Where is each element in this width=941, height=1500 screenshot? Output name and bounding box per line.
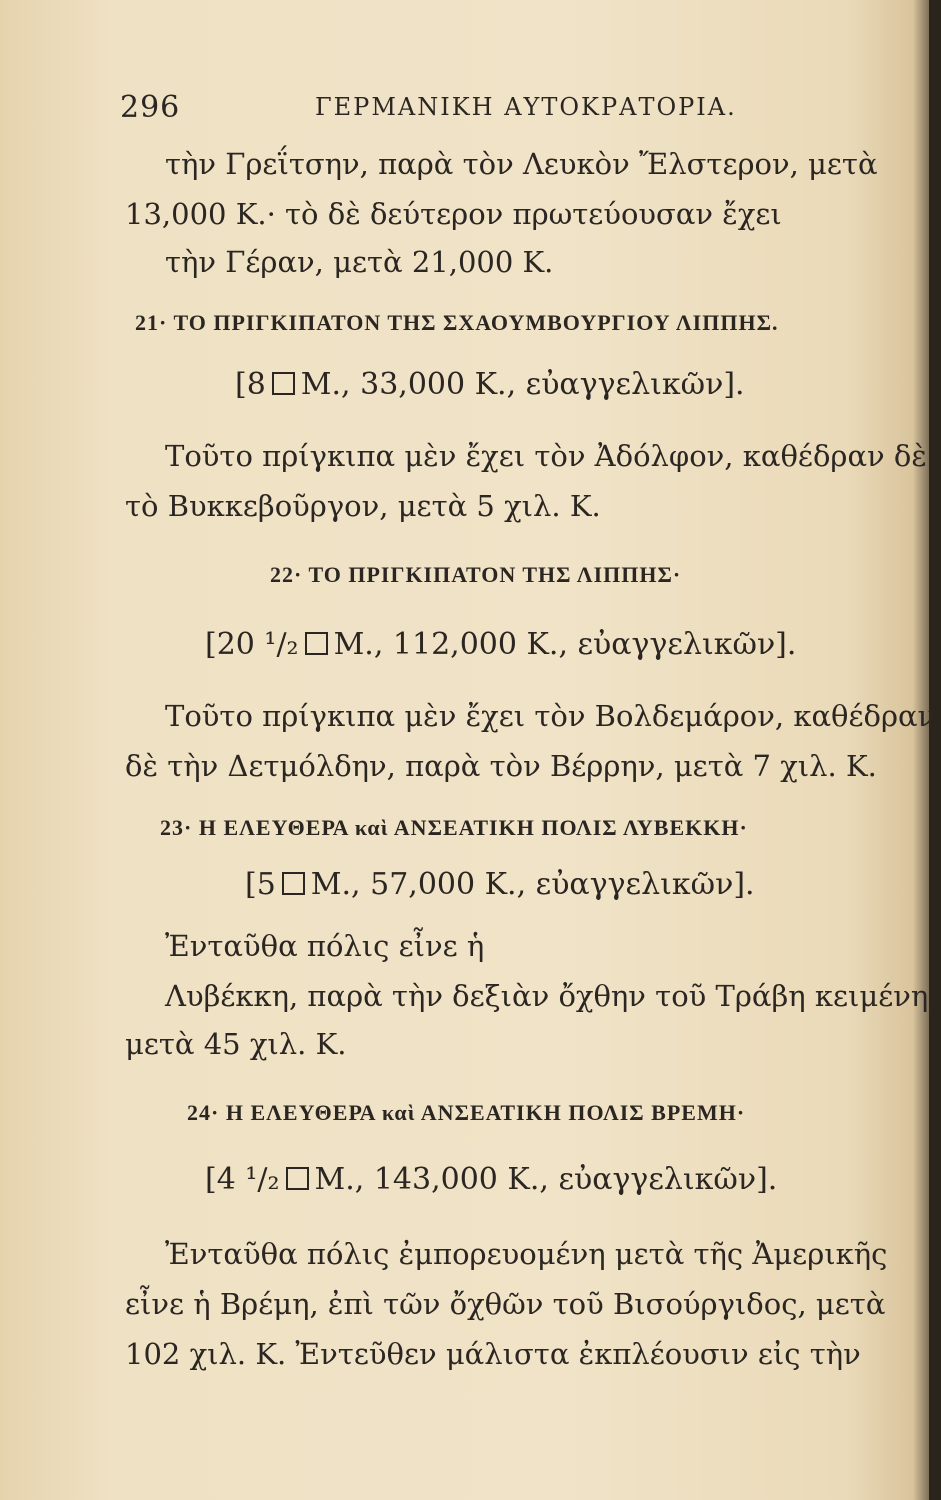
section-heading: 22· ΤΟ ΠΡΙΓΚΙΠΑΤΟΝ ΤΗΣ ΛΙΠΠΗΣ· [270,562,682,587]
text-line: εἶνε ἡ Βρέμη, ἐπὶ τῶν ὄχθῶν τοῦ Βισούργιδος, μετὰ [125,1287,886,1321]
text-line: τὴν Γρεΐτσην, παρὰ τὸν Λευκὸν Ἔλστερον, μετὰ [165,147,878,181]
section-meta [245,867,755,902]
text-line: Ἐνταῦθα πόλις ἐμπορευομένη μετὰ τῆς Ἀμερικῆς [165,1237,888,1271]
square-icon [282,872,305,895]
text-line: Λυβέκκη, παρὰ τὴν δεξιὰν ὄχθην τοῦ Τράβη κειμένη, [165,979,938,1013]
text-line: Τοῦτο πρίγκιπα μὲν ἔχει τὸν Ἀδόλφον, καθέδραν δὲ [165,439,927,473]
text-line: Τοῦτο πρίγκιπα μὲν ἔχει τὸν Βολδεμάρον, καθέδραν [165,699,936,733]
running-head: ΓΕΡΜΑΝΙΚΗ ΑΥΤΟΚΡΑΤΟΡΙΑ. [315,93,737,121]
page-number: 296 [120,90,181,125]
meta-stats: Μ., 143,000 Κ., εὐαγγελικῶν]. [314,1162,778,1197]
section-meta [205,1162,778,1197]
meta-stats: Μ., 57,000 Κ., εὐαγγελικῶν]. [310,867,755,902]
text-line: 102 χιλ. Κ. Ἐντεῦθεν μάλιστα ἐκπλέουσιν εἰς τὴν [125,1337,861,1371]
text-line: τὴν Γέραν, μετὰ 21,000 Κ. [165,245,554,279]
text-line: τὸ Βυκκεβοῦργον, μετὰ 5 χιλ. Κ. [125,489,601,523]
meta-stats: Μ., 112,000 Κ., εὐαγγελικῶν]. [333,627,797,662]
section-meta [205,627,797,662]
meta-area: [5 [245,867,276,902]
page-edge-shadow [929,0,941,1500]
meta-area: [8 [235,367,266,402]
section-meta [235,367,745,402]
section-heading: 24· Η ΕΛΕΥΘΕΡΑ καὶ ΑΝΣΕΑΤΙΚΗ ΠΟΛΙΣ ΒΡΕΜΗ· [187,1100,746,1125]
text-line: δὲ τὴν Δετμόλδην, παρὰ τὸν Βέρρην, μετὰ 7 χιλ. Κ. [125,749,877,783]
text-line: Ἐνταῦθα πόλις εἶνε ἡ [165,929,485,963]
text-line: μετὰ 45 χιλ. Κ. [125,1027,347,1061]
square-icon [272,372,295,395]
section-heading: 21· ΤΟ ΠΡΙΓΚΙΠΑΤΟΝ ΤΗΣ ΣΧΑΟΥΜΒΟΥΡΓΙΟΥ ΛΙΠΠΗΣ. [135,310,779,335]
meta-stats: Μ., 33,000 Κ., εὐαγγελικῶν]. [300,367,745,402]
square-icon [286,1167,309,1190]
square-icon [305,632,328,655]
section-heading: 23· Η ΕΛΕΥΘΕΡΑ καὶ ΑΝΣΕΑΤΙΚΗ ΠΟΛΙΣ ΛΥΒΕΚΚΗ· [160,815,748,840]
text-line: 13,000 Κ.· τὸ δὲ δεύτερον πρωτεύουσαν ἔχει [125,197,782,231]
meta-area: [20 ¹/₂ [205,627,299,662]
page-header [120,90,885,130]
meta-area: [4 ¹/₂ [205,1162,280,1197]
